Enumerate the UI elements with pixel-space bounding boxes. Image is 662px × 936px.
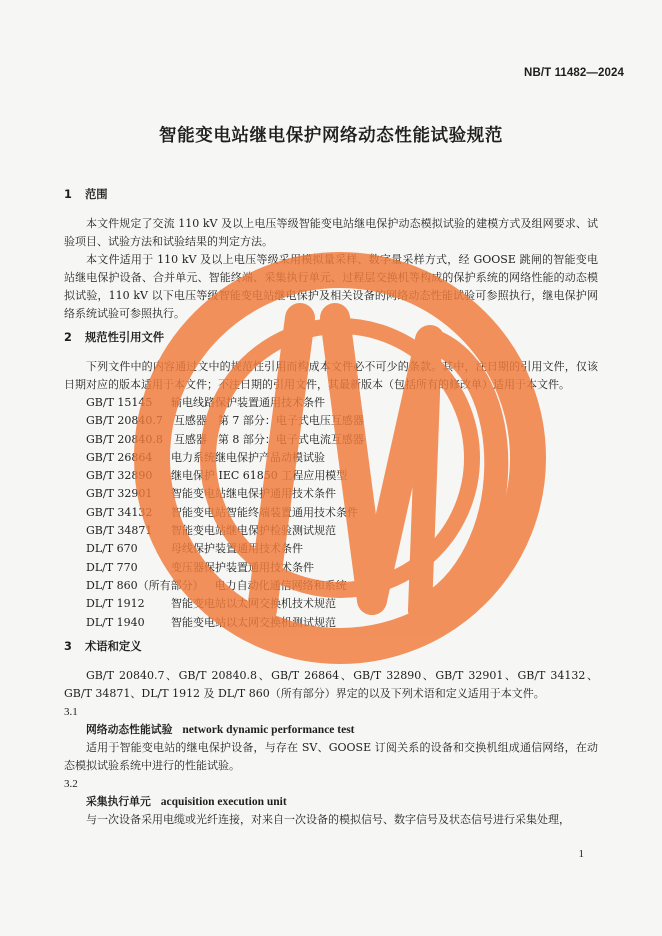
term-heading bbox=[64, 721, 598, 739]
reference-code: GB/T 32901 bbox=[86, 487, 153, 501]
reference-item bbox=[86, 540, 598, 558]
reference-item bbox=[86, 467, 598, 485]
reference-code: DL/T 860（所有部分） bbox=[86, 578, 204, 592]
reference-code: GB/T 15145 bbox=[86, 396, 153, 409]
section-heading-normative-references bbox=[64, 329, 598, 347]
term-number: 3.1 bbox=[64, 705, 78, 718]
reference-item bbox=[86, 614, 598, 632]
reference-title: 电力系统继电保护产品动模试验 bbox=[171, 450, 325, 464]
reference-code: DL/T 670 bbox=[86, 542, 138, 556]
reference-item bbox=[86, 504, 598, 522]
reference-item bbox=[86, 485, 598, 503]
term-definition: 适用于智能变电站的继电保护设备，与存在 SV、GOOSE 订阅关系的设备和交换机组成通信网络，在动态模拟试验系统中进行的性能试验。 bbox=[64, 740, 598, 772]
section-title: 范围 bbox=[85, 188, 108, 201]
document-body bbox=[64, 186, 598, 829]
scope-paragraph-2: 本文件适用于 110 kV 及以上电压等级采用模拟量采样、数字量采样方式，经 GOOSE 跳闸的智能变电站继电保护设备、合并单元、智能终端、采集执行单元、过程层交换机等构成的保护系统的网络性能的动态模拟试验，110 kV 以下电压等级智能变电站继电保护及相关设备的网络动态性能试验可参照执行，继电保护网络系统试验可参照执行。 bbox=[64, 253, 598, 320]
section-number: 1 bbox=[64, 188, 72, 201]
reference-title: 电力自动化通信网络和系统 bbox=[214, 578, 347, 592]
term-english-name: acquisition execution unit bbox=[160, 795, 287, 808]
term-definition: 与一次设备采用电缆或光纤连接，对来自一次设备的模拟信号、数字信号及状态信号进行采集处理， bbox=[86, 812, 570, 826]
reference-item bbox=[86, 577, 598, 595]
document-title: 智能变电站继电保护网络动态性能试验规范 bbox=[159, 126, 503, 146]
section-heading-scope bbox=[64, 186, 598, 204]
term-english-name: network dynamic performance test bbox=[182, 723, 355, 736]
terms-intro-paragraph: GB/T 20840.7、GB/T 20840.8、GB/T 26864、GB/T 32890、GB/T 32901、GB/T 34132、GB/T 34871、DL/T 1912 及 DL/T 860（所有部分）界定的以及下列术语和定义适用于本文件。 bbox=[64, 668, 598, 700]
term-heading bbox=[64, 793, 598, 811]
scope-paragraph-1: 本文件规定了交流 110 kV 及以上电压等级智能变电站继电保护动态模拟试验的建模方式及组网要求、试验项目、试验方法和试验结果的判定方法。 bbox=[64, 217, 598, 248]
term-number: 3.2 bbox=[64, 777, 78, 790]
reference-code: DL/T 770 bbox=[86, 560, 138, 574]
reference-title: 输电线路保护装置通用技术条件 bbox=[171, 396, 325, 409]
reference-code: GB/T 34132 bbox=[86, 505, 153, 519]
reference-code: DL/T 1912 bbox=[86, 597, 145, 611]
reference-item bbox=[86, 559, 598, 577]
page-number: 1 bbox=[578, 848, 584, 860]
reference-title: 智能变电站继电保护检验测试规范 bbox=[171, 524, 336, 538]
term-chinese-name: 网络动态性能试验 bbox=[86, 722, 173, 736]
standard-code: NB/T 11482—2024 bbox=[524, 67, 624, 79]
reference-code: DL/T 1940 bbox=[86, 615, 145, 629]
reference-title: 变压器保护装置通用技术条件 bbox=[171, 560, 314, 574]
reference-title: 互感器 第 8 部分：电子式电流互感器 bbox=[173, 432, 364, 446]
section-title: 规范性引用文件 bbox=[85, 331, 165, 344]
reference-item bbox=[86, 522, 598, 540]
section-title: 术语和定义 bbox=[85, 639, 142, 653]
reference-code: GB/T 32890 bbox=[86, 469, 153, 483]
section-heading-terms-definitions bbox=[64, 638, 598, 656]
reference-title: 母线保护装置通用技术条件 bbox=[171, 542, 303, 556]
reference-item bbox=[86, 431, 598, 449]
reference-list bbox=[64, 394, 598, 632]
reference-item bbox=[86, 412, 598, 430]
reference-title: 继电保护 IEC 61850 工程应用模型 bbox=[171, 469, 348, 483]
reference-title: 智能变电站以太网交换机测试规范 bbox=[171, 615, 336, 629]
references-intro-paragraph: 下列文件中的内容通过文中的规范性引用而构成本文件必不可少的条款。其中，注日期的引用文件，仅该日期对应的版本适用于本文件；不注日期的引用文件，其最新版本（包括所有的修改单）适用于本文件。 bbox=[64, 360, 598, 391]
section-number: 2 bbox=[64, 331, 72, 344]
reference-code: GB/T 20840.8 bbox=[86, 432, 163, 446]
reference-title: 智能变电站以太网交换机技术规范 bbox=[171, 597, 336, 611]
term-chinese-name: 采集执行单元 bbox=[86, 794, 151, 808]
reference-title: 互感器 第 7 部分：电子式电压互感器 bbox=[173, 414, 364, 428]
reference-item bbox=[86, 595, 598, 613]
reference-item bbox=[86, 394, 598, 412]
reference-title: 智能变电站智能终端装置通用技术条件 bbox=[171, 505, 358, 519]
reference-code: GB/T 34871 bbox=[86, 524, 153, 538]
reference-code: GB/T 20840.7 bbox=[86, 414, 163, 428]
reference-item bbox=[86, 449, 598, 467]
reference-title: 智能变电站继电保护通用技术条件 bbox=[171, 487, 336, 501]
section-number: 3 bbox=[64, 639, 72, 653]
reference-code: GB/T 26864 bbox=[86, 450, 153, 464]
